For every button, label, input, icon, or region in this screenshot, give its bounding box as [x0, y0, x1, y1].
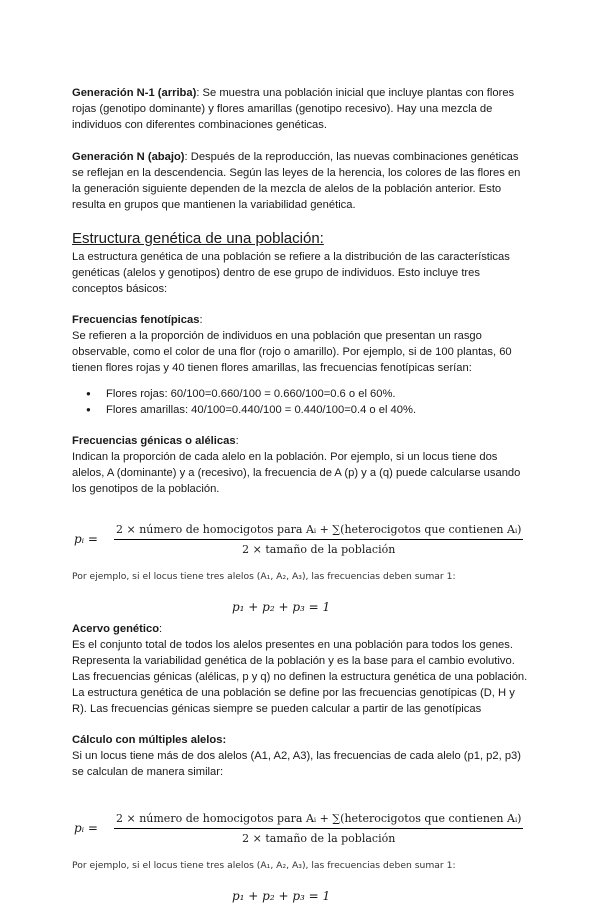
formula-fraction — [114, 811, 523, 846]
fenotipicas-heading-line — [72, 312, 530, 328]
formula-numerator: 2 × número de homocigotos para Aᵢ + ∑(heterocigotos que contienen Aᵢ) — [114, 522, 523, 540]
list-item: ● Flores rojas: 60/100=0.660/100 = 0.660/100=0.6 o el 60%. — [106, 386, 530, 402]
formula-denominator: 2 × tamaño de la población — [242, 831, 396, 845]
gen-next-paragraph — [72, 149, 530, 213]
gen-prev-label: Generación N-1 (arriba) — [72, 87, 197, 99]
fenotipicas-text: Se refieren a la proporción de individuos en una población que presentan un rasgo observable, como el color de una flor (rojo o amarillo). Por ejemplo, si de 100 plantas, 60 tienen flores rojas y 40 tienen flores amarillas, las frecuencias fenotípicas serían: — [72, 330, 512, 374]
formula-denominator: 2 × tamaño de la población — [242, 542, 396, 556]
section-intro: La estructura genética de una población se refiere a la distribución de las características genéticas (alelos y genotipos) dentro de ese grupo de individuos. Esto incluye tres conceptos básicos: — [72, 251, 510, 295]
multiples-text: Si un locus tiene más de dos alelos (A1, A2, A3), las frecuencias de cada alelo (p1, p2, p3) se calculan de manera similar: — [72, 750, 522, 778]
formula-lhs: pᵢ = — [74, 532, 98, 546]
fenotipicas-list — [72, 386, 530, 418]
genicas-text: Indican la proporción de cada alelo en la población. Por ejemplo, si un locus tiene dos alelos, A (dominante) y a (recesivo), la frecuencia de A (p) y a (q) puede calcularse usando los genotipos de la población. — [72, 451, 521, 495]
document-body — [72, 85, 530, 904]
genicas-heading-suffix: : — [235, 435, 239, 447]
multiples-heading-line — [72, 732, 530, 748]
acervo-heading-suffix: : — [159, 623, 163, 635]
genicas-heading-line — [72, 433, 530, 449]
formula-sum: p₁ + p₂ + p₃ = 1 — [232, 889, 331, 903]
gen-prev-paragraph — [72, 85, 530, 133]
acervo-heading-line — [72, 621, 530, 637]
acervo-heading: Acervo genético — [72, 623, 160, 635]
genicas-heading: Frecuencias génicas o alélicas — [72, 435, 236, 447]
fenotipicas-heading: Frecuencias fenotípicas — [72, 314, 200, 326]
formula-fraction — [114, 522, 523, 557]
section-title: Estructura genética de una población: — [72, 230, 324, 247]
formula-sum: p₁ + p₂ + p₃ = 1 — [232, 600, 331, 614]
formula-note: Por ejemplo, si el locus tiene tres alelos (A₁, A₂, A₃), las frecuencias deben sumar 1: — [72, 571, 456, 582]
formula-numerator: 2 × número de homocigotos para Aᵢ + ∑(heterocigotos que contienen Aᵢ) — [114, 811, 523, 829]
fenotipicas-heading-suffix: : — [199, 314, 203, 326]
multiples-heading: Cálculo con múltiples alelos: — [72, 734, 227, 746]
formula-note: Por ejemplo, si el locus tiene tres alelos (A₁, A₂, A₃), las frecuencias deben sumar 1: — [72, 860, 456, 871]
list-item: ● Flores amarillas: 40/100=0.440/100 = 0.440/100=0.4 o el 40%. — [106, 402, 530, 418]
multi-allele-formula — [72, 806, 530, 850]
acervo-text: Es el conjunto total de todos los alelos presentes en una población para todos los genes. Representa la variabilidad genética de la población y es la base para el cambio evolutivo. Las frecuencias génicas (alélicas, p y q) no definen la estructura genética de una población. La estructura genética de una población se define por las frecuencias genotípicas (D, H y R). Las frecuencias génicas siempre se pueden calcular a partir de las genotípicas — [72, 639, 528, 715]
formula-lhs: pᵢ = — [74, 821, 98, 835]
allele-frequency-formula — [72, 517, 530, 561]
gen-prev-text: : Se muestra una población inicial que incluye plantas con flores rojas (genotipo dominante) y flores amarillas (genotipo recesivo). Hay una mezcla de individuos con diferentes combinaciones genéticas. — [72, 87, 515, 131]
gen-next-text: : Después de la reproducción, las nuevas combinaciones genéticas se reflejan en la descendencia. Según las leyes de la herencia, los colores de las flores en la generación siguiente dependen de la mezcla de alelos de la población anterior. Esto resulta en grupos que mantienen la variabilidad genética. — [72, 151, 521, 211]
gen-next-label: Generación N (abajo) — [72, 151, 185, 163]
